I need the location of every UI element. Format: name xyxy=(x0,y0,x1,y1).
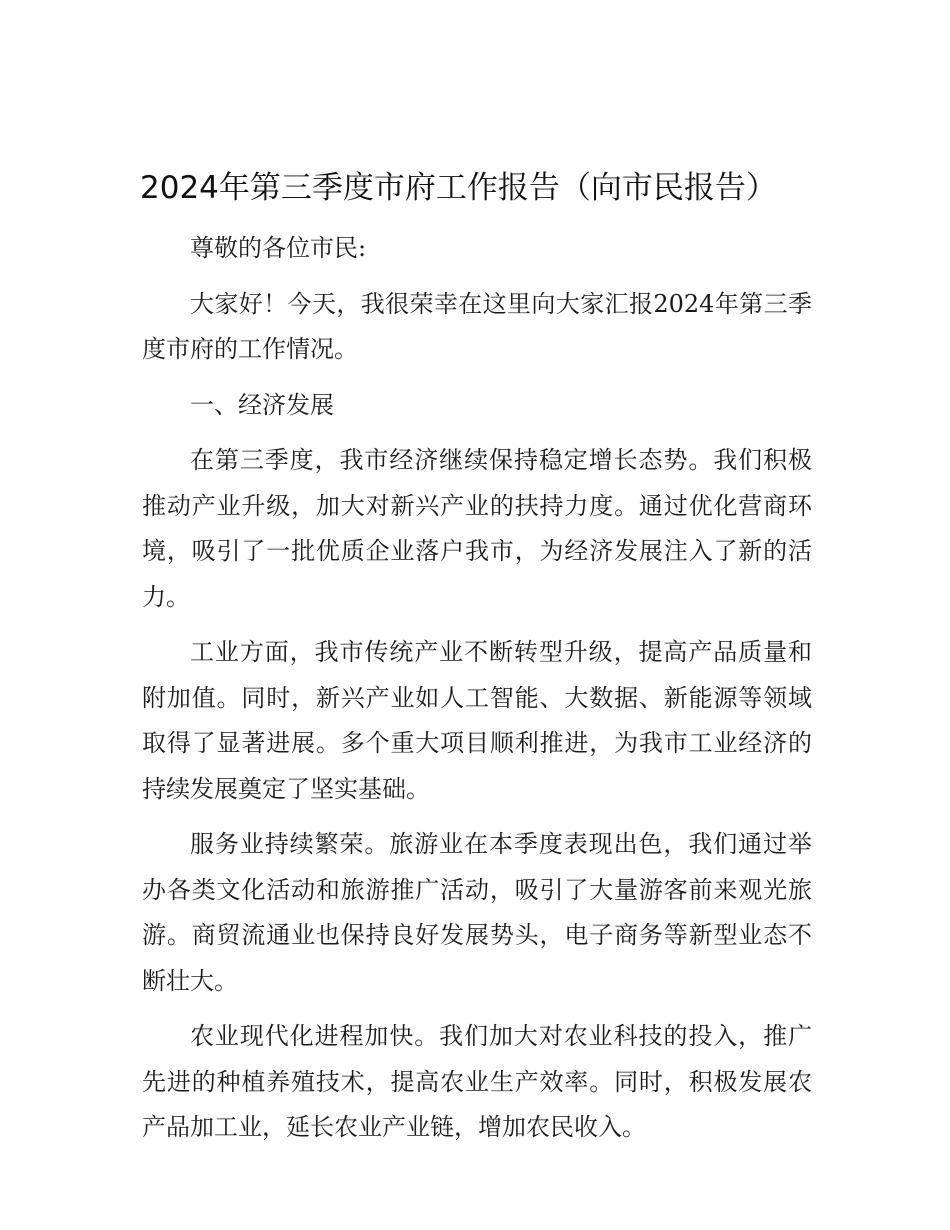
section-heading-economy: 一、经济发展 xyxy=(190,390,334,419)
paragraph-economy-overview: 在第三季度，我市经济继续保持稳定增长态势。我们积极推动产业升级，加大对新兴产业的扶持力度。通过优化营商环境，吸引了一批优质企业落户我市，为经济发展注入了新的活力。 xyxy=(142,446,812,611)
document-title: 2024年第三季度市府工作报告（向市民报告） xyxy=(140,170,777,206)
paragraph-industry: 工业方面，我市传统产业不断转型升级，提高产品质量和附加值。同时，新兴产业如人工智能、大数据、新能源等领域取得了显著进展。多个重大项目顺利推进，为我市工业经济的持续发展奠定了坚实基础。 xyxy=(142,638,812,803)
paragraph-greeting: 大家好！今天，我很荣幸在这里向大家汇报2024年第三季度市府的工作情况。 xyxy=(142,289,812,363)
paragraph-agriculture: 农业现代化进程加快。我们加大对农业科技的投入，推广先进的种植养殖技术，提高农业生产效率。同时，积极发展农产品加工业，延长农业产业链，增加农民收入。 xyxy=(142,1022,812,1141)
salutation: 尊敬的各位市民: xyxy=(190,234,367,262)
document-body xyxy=(142,226,812,1161)
paragraph-services: 服务业持续繁荣。旅游业在本季度表现出色，我们通过举办各类文化活动和旅游推广活动，吸引了大量游客前来观光旅游。商贸流通业也保持良好发展势头，电子商务等新型业态不断壮大。 xyxy=(142,830,812,995)
